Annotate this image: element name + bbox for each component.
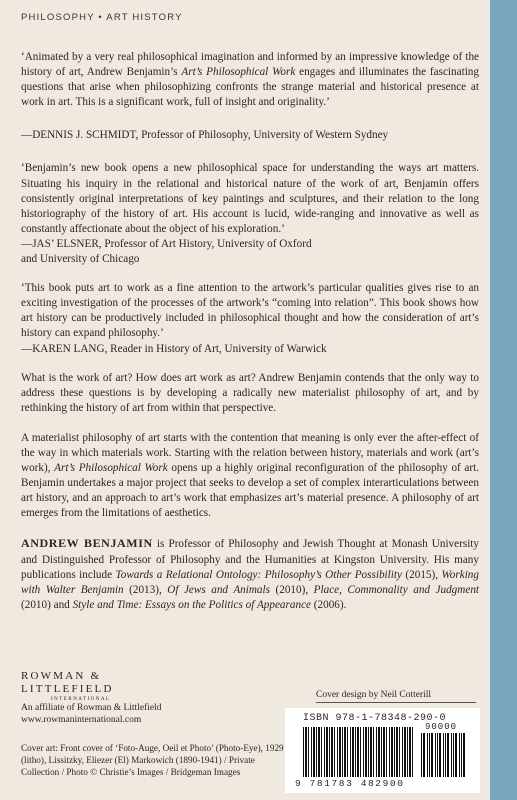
review-quote-1: ‘Animated by a very real philosophical imagination and informed by an impressive knowledge of the history of art, Andrew Benjamin’s Art’s Philosophical Work engages and illuminates the fascinating questions that arise when philosophizing confronts the strange material and historical presence at work in art. This is a significant work, full of insight and originality.’: [21, 51, 479, 109]
review-quote-2: ‘Benjamin’s new book opens a new philosophical space for understanding the ways art matters. Situating his inquiry in the relational and historical nature of the work of art, Benjamin offers consistently original interpretations of key paintings and sculptures, and their relation to the long historiography of the history of art. His account is lucid, wide-ranging and innovative as well as constantly affectionate about the object of his exploration.’: [21, 162, 479, 235]
back-cover-text: [21, 50, 479, 613]
description-paragraph-2: A materialist philosophy of art starts with the contention that meaning is only ever the after-effect of the way in which materials work. Starting with the relation between history, materials and work (art’s work), Art’s Philosophical Work opens up a highly original reconfiguration of the philosophy of art. Benjamin undertakes a major project that seeks to develop a set of complex interarticulations between art history, and an approach to art’s work that emphasizes art’s material presence. A philosophy of art emerges from the limitations of aesthetics.: [21, 431, 480, 520]
publisher-logo-line-1: ROWMAN &: [21, 670, 102, 682]
author-bio: ANDREW BENJAMIN is Professor of Philosophy and Jewish Thought at Monash University and Distinguished Professor of Philosophy and the Humanities at Kingston University. His many publications include Towards a Relational Ontology: Philosophy’s Other Possibility (2015), Working with Walter Benjamin (2013), Of Jews and Animals (2010), Place, Commonality and Judgment (2010) and Style and Time: Essays on the Politics of Appearance (2006).: [21, 536, 480, 611]
publisher-website: www.rowmaninternational.com: [21, 714, 142, 725]
ean-text: 9 781783 482900: [295, 778, 405, 789]
barcode-box: [285, 708, 480, 793]
publisher-logo-line-2: LITTLEFIELD: [21, 683, 114, 695]
review-attribution-2-cont: and University of Chicago: [21, 253, 140, 266]
review-attribution-3: —KAREN LANG, Reader in History of Art, University of Warwick: [21, 342, 327, 355]
isbn-text: ISBN 978-1-78348-290-0: [303, 713, 447, 724]
spine-color-strip: [490, 0, 517, 800]
publisher-block: [21, 670, 161, 726]
barcode-icon: [303, 727, 415, 777]
price-addon-text: 90000: [425, 722, 458, 732]
review-quote-3: ‘This book puts art to work as a fine attention to the artwork’s particular qualities gives rise to an exciting investigation of the processes of the artwork’s “coming into relation”. This book shows how art history can be productively included in philosophical thought and how the consideration of art’s history can expand philosophy.’: [21, 282, 479, 340]
description-paragraph-1: What is the work of art? How does art work as art? Andrew Benjamin contends that the only way to address these questions is by developing a radically new materialist philosophy of art, and by rethinking the history of art from within that perspective.: [21, 371, 479, 414]
author-name: ANDREW BENJAMIN: [21, 536, 153, 551]
cover-art-credit: Cover art: Front cover of ‘Foto-Auge, Oeil et Photo’ (Photo-Eye), 1929 (litho), Lissitzky, Eliezer (El) Markowich (1890-1941) / Private Collection / Photo © Christie’s Images / Bridgeman Images: [21, 743, 284, 777]
category-label: PHILOSOPHY • ART HISTORY: [21, 12, 183, 23]
publisher-international: INTERNATIONAL: [51, 697, 111, 702]
review-attribution-2: —JAS’ ELSNER, Professor of Art History, University of Oxford: [21, 237, 312, 250]
cover-design-rule: [316, 702, 476, 703]
publisher-affiliate: An affiliate of Rowman & Littlefield: [21, 703, 162, 713]
cover-design-credit: Cover design by Neil Cotterill: [316, 690, 432, 700]
review-attribution-1: —DENNIS J. SCHMIDT, Professor of Philosophy, University of Western Sydney: [21, 129, 389, 142]
addon-barcode-icon: [421, 733, 465, 777]
